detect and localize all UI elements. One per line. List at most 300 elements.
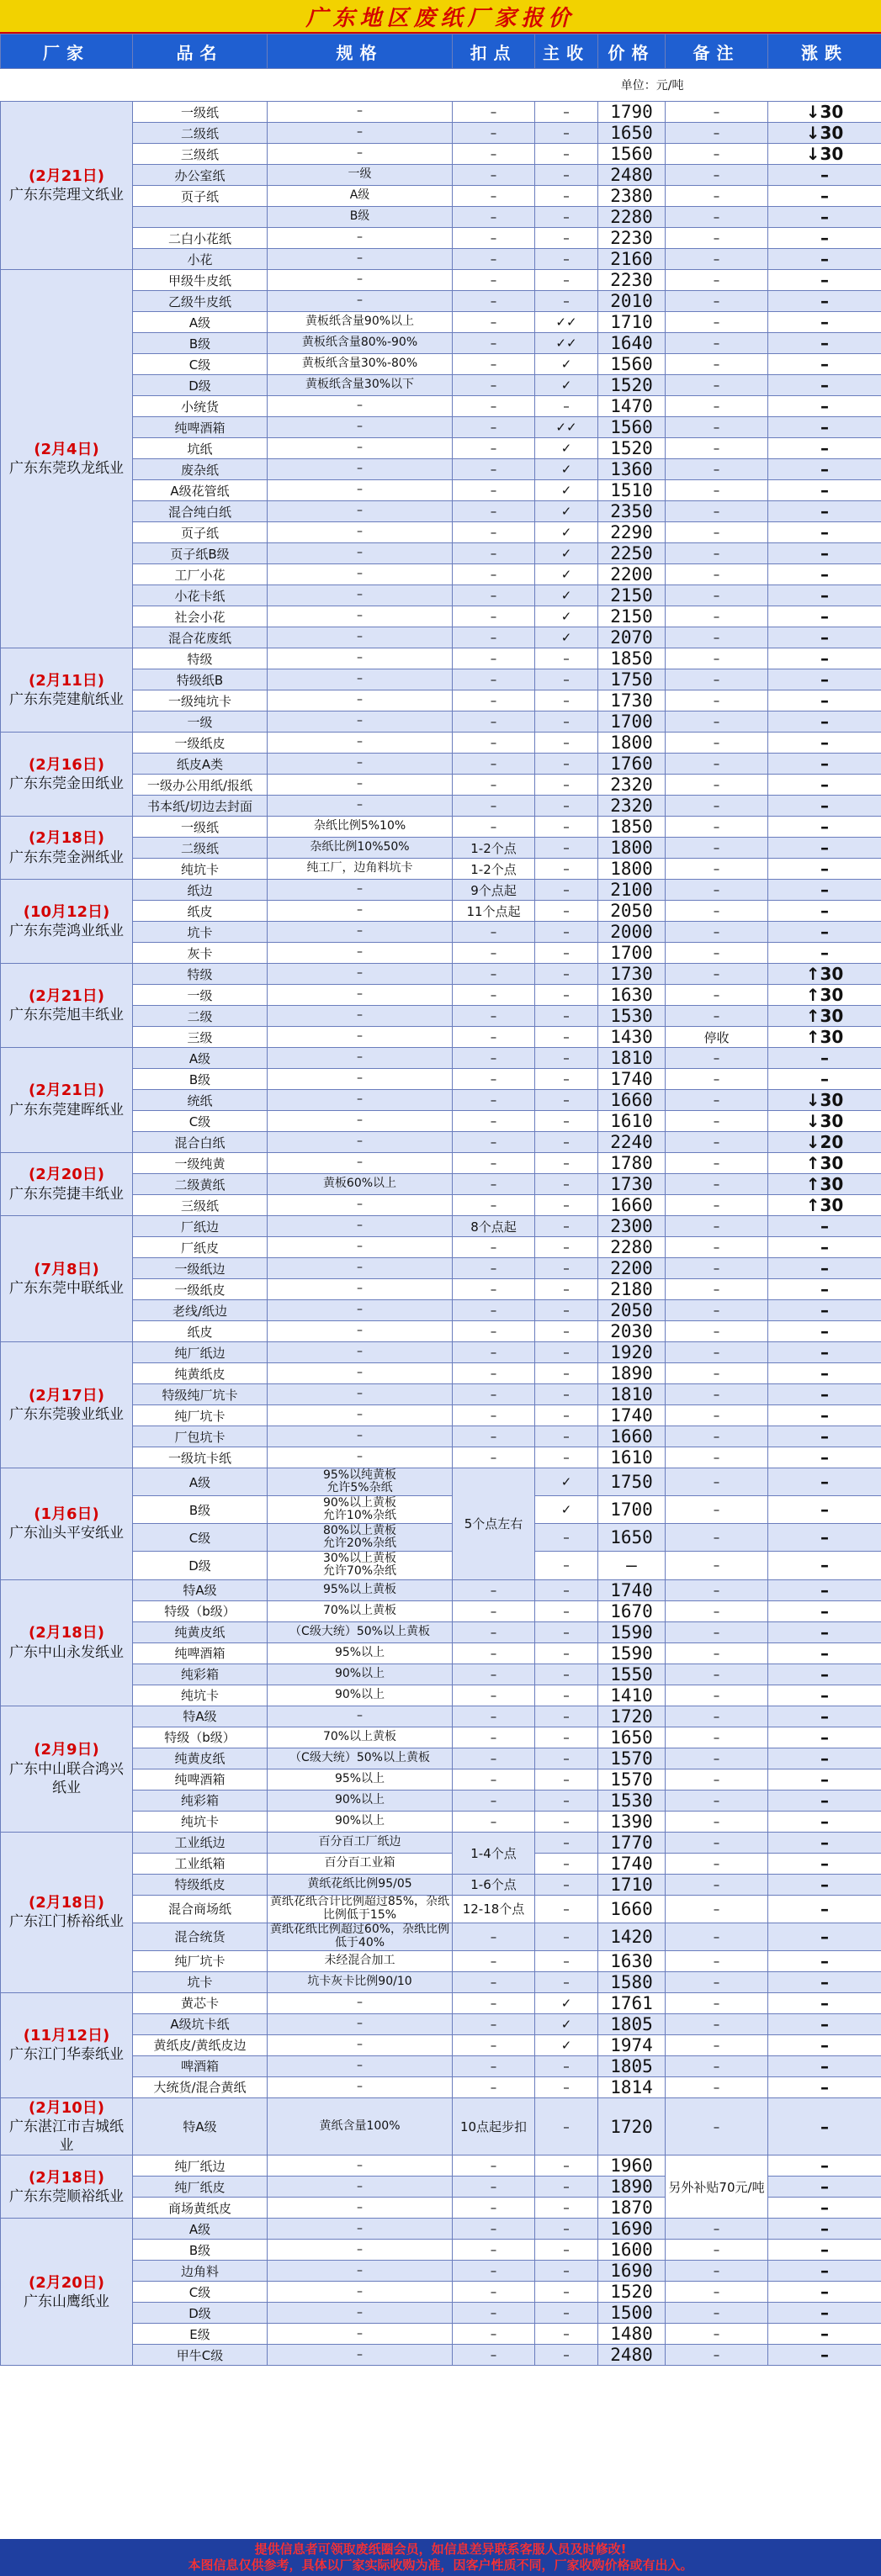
deduction-cell: –	[453, 711, 535, 733]
spec-cell: –	[268, 1090, 453, 1111]
table-row	[1, 1895, 881, 1923]
price-cell: –	[598, 1552, 666, 1579]
factory-name: 广东东莞金洲纸业	[9, 849, 124, 866]
main-purchase-cell: –	[535, 2345, 598, 2366]
deduction-cell: –	[453, 459, 535, 480]
spec-cell: 黄板60%以上	[268, 1174, 453, 1195]
price-cell: 1800	[598, 859, 666, 880]
product-cell: 混合纯白纸	[133, 501, 268, 522]
price-cell: 1720	[598, 1706, 666, 1727]
remark-cell: –	[666, 627, 768, 648]
price-cell: 1700	[598, 711, 666, 733]
spec-cell: 纯工厂，边角料坑卡	[268, 859, 453, 880]
table-row	[1, 501, 881, 522]
table-row	[1, 1237, 881, 1258]
remark-cell: –	[666, 417, 768, 438]
main-purchase-cell: –	[535, 291, 598, 312]
change-cell: –	[768, 186, 881, 207]
deduction-cell: –	[453, 733, 535, 754]
factory-date: (2月21日)	[28, 1082, 105, 1100]
change-cell: –	[768, 417, 881, 438]
remark-cell: –	[666, 1769, 768, 1790]
factory-cell	[1, 733, 133, 817]
factory-date: (2月17日)	[28, 1386, 105, 1404]
remark-cell: –	[666, 754, 768, 775]
product-cell: 三级纸	[133, 1195, 268, 1216]
price-cell: 1740	[598, 1069, 666, 1090]
product-cell: 小花	[133, 249, 268, 270]
spec-cell: –	[268, 1195, 453, 1216]
change-cell: –	[768, 1642, 881, 1664]
remark-cell: –	[666, 2219, 768, 2240]
main-purchase-cell: –	[535, 1090, 598, 1111]
product-cell: 一级纸边	[133, 1258, 268, 1279]
remark-cell: –	[666, 985, 768, 1006]
main-purchase-cell: –	[535, 1790, 598, 1811]
deduction-cell: –	[453, 1992, 535, 2013]
table-row	[1, 102, 881, 123]
change-cell: –	[768, 543, 881, 564]
deduction-cell: –	[453, 922, 535, 943]
table-row	[1, 2076, 881, 2097]
remark-cell: –	[666, 711, 768, 733]
factory-name: 广东东莞顺裕纸业	[9, 2188, 124, 2206]
factory-date: (2月18日)	[28, 829, 105, 848]
product-cell: 厂纸边	[133, 1216, 268, 1237]
main-purchase-cell: –	[535, 2097, 598, 2155]
price-cell: 1890	[598, 1363, 666, 1384]
price-cell: 2240	[598, 1132, 666, 1153]
change-cell: –	[768, 922, 881, 943]
table-row	[1, 733, 881, 754]
factory-date: (2月18日)	[28, 1624, 105, 1642]
table-row	[1, 1811, 881, 1832]
price-table-body	[1, 102, 881, 2366]
main-purchase-cell: –	[535, 1811, 598, 1832]
price-cell: 2100	[598, 880, 666, 901]
deduction-cell: –	[453, 1132, 535, 1153]
change-cell: –	[768, 480, 881, 501]
product-cell: 三级纸	[133, 144, 268, 165]
spec-cell: –	[268, 2198, 453, 2219]
spec-cell: –	[268, 1216, 453, 1237]
price-cell: 1660	[598, 1426, 666, 1447]
spec-cell: 一级	[268, 165, 453, 186]
spec-cell: –	[268, 2240, 453, 2261]
change-cell: –	[768, 354, 881, 375]
change-cell: –	[768, 754, 881, 775]
spec-cell: –	[268, 1300, 453, 1321]
table-row	[1, 1363, 881, 1384]
main-purchase-cell: –	[535, 1237, 598, 1258]
price-cell: 2320	[598, 775, 666, 796]
product-cell: 黄纸皮/黄纸皮边	[133, 2034, 268, 2055]
spec-cell: –	[268, 690, 453, 711]
header-deduction: 扣点	[453, 34, 535, 69]
table-row	[1, 207, 881, 228]
remark-cell: –	[666, 2282, 768, 2303]
main-purchase-cell: –	[535, 1923, 598, 1950]
factory-date: (2月18日)	[28, 1893, 105, 1912]
deduction-cell: –	[453, 249, 535, 270]
product-cell: 纯彩箱	[133, 1790, 268, 1811]
footer-notice	[0, 2539, 881, 2576]
factory-name: 广东东莞骏业纸业	[9, 1406, 124, 1424]
change-cell: –	[768, 2219, 881, 2240]
deduction-cell: –	[453, 543, 535, 564]
table-row	[1, 123, 881, 144]
price-cell: 1960	[598, 2155, 666, 2177]
factory-name: 广东山鹰纸业	[24, 2293, 109, 2311]
change-cell: –	[768, 207, 881, 228]
spec-cell: –	[268, 1132, 453, 1153]
main-purchase-cell: –	[535, 943, 598, 964]
spec-cell: –	[268, 144, 453, 165]
change-cell: –	[768, 165, 881, 186]
product-cell	[133, 207, 268, 228]
price-cell: 1520	[598, 2282, 666, 2303]
remark-cell: –	[666, 1195, 768, 1216]
change-cell: –	[768, 1363, 881, 1384]
product-cell: 特级纸B	[133, 669, 268, 690]
remark-cell: –	[666, 1468, 768, 1496]
deduction-cell: –	[453, 2261, 535, 2282]
table-row	[1, 922, 881, 943]
product-cell: 页子纸B级	[133, 543, 268, 564]
price-table	[0, 34, 881, 2366]
table-row	[1, 375, 881, 396]
product-cell: 一级纸皮	[133, 1279, 268, 1300]
spec-cell: –	[268, 2303, 453, 2324]
spec-cell: –	[268, 1048, 453, 1069]
remark-cell: –	[666, 1552, 768, 1579]
spec-cell: 坑卡灰卡比例90/10	[268, 1971, 453, 1992]
title-banner	[0, 0, 881, 34]
main-purchase-cell: –	[535, 2076, 598, 2097]
change-cell: –	[768, 2076, 881, 2097]
main-purchase-cell: ✓	[535, 522, 598, 543]
price-cell: 1590	[598, 1642, 666, 1664]
price-cell: 1610	[598, 1111, 666, 1132]
main-purchase-cell: –	[535, 1384, 598, 1405]
price-cell: 2480	[598, 165, 666, 186]
change-cell: –	[768, 1790, 881, 1811]
change-cell: –	[768, 438, 881, 459]
price-cell: 1690	[598, 2219, 666, 2240]
table-row	[1, 1174, 881, 1195]
main-purchase-cell: ✓	[535, 375, 598, 396]
factory-cell	[1, 1992, 133, 2097]
deduction-cell: 5个点左右	[453, 1468, 535, 1580]
deduction-cell: –	[453, 796, 535, 817]
main-purchase-cell: –	[535, 2177, 598, 2198]
product-cell: 特级纸皮	[133, 1874, 268, 1895]
change-cell: –	[768, 606, 881, 627]
spec-cell: –	[268, 922, 453, 943]
remark-cell: –	[666, 2034, 768, 2055]
change-cell: –	[768, 396, 881, 417]
price-cell: 1700	[598, 1496, 666, 1524]
price-cell: 1920	[598, 1342, 666, 1363]
main-purchase-cell: ✓	[535, 1496, 598, 1524]
product-cell: A级	[133, 2219, 268, 2240]
factory-cell	[1, 1706, 133, 1832]
spec-cell: B级	[268, 207, 453, 228]
table-row	[1, 1195, 881, 1216]
price-cell: 1660	[598, 1895, 666, 1923]
table-row	[1, 1111, 881, 1132]
remark-cell: –	[666, 1300, 768, 1321]
factory-date: (2月18日)	[28, 2168, 105, 2187]
main-purchase-cell: –	[535, 775, 598, 796]
change-cell: –	[768, 1579, 881, 1600]
table-row	[1, 1524, 881, 1552]
remark-cell: –	[666, 1216, 768, 1237]
spec-cell: –	[268, 543, 453, 564]
main-purchase-cell: –	[535, 1279, 598, 1300]
spec-cell: –	[268, 901, 453, 922]
main-purchase-cell: –	[535, 1706, 598, 1727]
product-cell: B级	[133, 1069, 268, 1090]
spec-cell: –	[268, 1426, 453, 1447]
deduction-cell: –	[453, 1006, 535, 1027]
product-cell: 一级办公用纸/报纸	[133, 775, 268, 796]
spec-cell: –	[268, 501, 453, 522]
remark-cell: –	[666, 291, 768, 312]
deduction-cell: –	[453, 501, 535, 522]
product-cell: C级	[133, 2282, 268, 2303]
table-row	[1, 669, 881, 690]
deduction-cell: –	[453, 102, 535, 123]
main-purchase-cell: –	[535, 1174, 598, 1195]
spec-cell: 未经混合加工	[268, 1950, 453, 1971]
table-row	[1, 1600, 881, 1621]
main-purchase-cell: –	[535, 2240, 598, 2261]
remark-cell: –	[666, 1048, 768, 1069]
product-cell: 边角料	[133, 2261, 268, 2282]
change-cell: –	[768, 2240, 881, 2261]
factory-cell	[1, 270, 133, 648]
factory-cell	[1, 817, 133, 880]
table-row	[1, 1405, 881, 1426]
product-cell: C级	[133, 1524, 268, 1552]
main-purchase-cell: ✓	[535, 438, 598, 459]
deduction-cell: 9个点起	[453, 880, 535, 901]
product-cell: 一级纯坑卡	[133, 690, 268, 711]
deduction-cell: 12-18个点	[453, 1895, 535, 1923]
price-cell: 1470	[598, 396, 666, 417]
change-cell: –	[768, 2345, 881, 2366]
product-cell: 一级	[133, 711, 268, 733]
product-cell: 纯厂纸皮	[133, 2177, 268, 2198]
table-row	[1, 1090, 881, 1111]
main-purchase-cell: –	[535, 922, 598, 943]
change-cell: –	[768, 1706, 881, 1727]
factory-date: (2月10日)	[28, 2098, 105, 2117]
table-row	[1, 2219, 881, 2240]
deduction-cell: –	[453, 1971, 535, 1992]
price-cell: 1710	[598, 1874, 666, 1895]
price-cell: 2180	[598, 1279, 666, 1300]
spec-cell: –	[268, 522, 453, 543]
deduction-cell: –	[453, 1405, 535, 1426]
table-row	[1, 880, 881, 901]
main-purchase-cell: ✓	[535, 1992, 598, 2013]
product-cell: 一级坑卡纸	[133, 1447, 268, 1468]
table-row	[1, 1992, 881, 2013]
deduction-cell: –	[453, 2198, 535, 2219]
change-cell: –	[768, 1342, 881, 1363]
deduction-cell: –	[453, 2219, 535, 2240]
table-row	[1, 1971, 881, 1992]
factory-name: 广东东莞建航纸业	[9, 691, 124, 709]
change-cell: –	[768, 2198, 881, 2219]
table-row	[1, 985, 881, 1006]
table-row	[1, 859, 881, 880]
main-purchase-cell: –	[535, 1258, 598, 1279]
spec-cell: –	[268, 249, 453, 270]
spec-cell: –	[268, 943, 453, 964]
change-cell: –	[768, 1496, 881, 1524]
remark-cell: 停收	[666, 1027, 768, 1048]
spec-cell: –	[268, 2155, 453, 2177]
change-cell: ↑30	[768, 985, 881, 1006]
change-cell: –	[768, 2324, 881, 2345]
change-cell: –	[768, 775, 881, 796]
factory-date: (2月20日)	[28, 1166, 105, 1184]
table-row	[1, 1923, 881, 1950]
spec-cell: 90%以上	[268, 1790, 453, 1811]
remark-cell: –	[666, 186, 768, 207]
product-cell: 纯厂纸边	[133, 2155, 268, 2177]
change-cell: –	[768, 901, 881, 922]
main-purchase-cell: ✓	[535, 564, 598, 585]
deduction-cell: –	[453, 270, 535, 291]
price-cell: 2070	[598, 627, 666, 648]
main-purchase-cell: –	[535, 1300, 598, 1321]
table-row	[1, 1727, 881, 1748]
deduction-cell: –	[453, 1685, 535, 1706]
remark-cell: –	[666, 543, 768, 564]
product-cell: 混合商场纸	[133, 1895, 268, 1923]
spec-cell: –	[268, 1706, 453, 1727]
table-row	[1, 144, 881, 165]
change-cell: ↓30	[768, 102, 881, 123]
main-purchase-cell: –	[535, 1874, 598, 1895]
table-row	[1, 2055, 881, 2076]
deduction-cell: 1-2个点	[453, 838, 535, 859]
change-cell: ↑30	[768, 1195, 881, 1216]
deduction-cell: –	[453, 1950, 535, 1971]
price-cell: 2280	[598, 207, 666, 228]
deduction-cell: –	[453, 396, 535, 417]
change-cell: –	[768, 1621, 881, 1642]
main-purchase-cell: –	[535, 1853, 598, 1874]
change-cell: –	[768, 2282, 881, 2303]
product-cell: 页子纸	[133, 522, 268, 543]
remark-cell: –	[666, 1524, 768, 1552]
spec-cell: –	[268, 396, 453, 417]
deduction-cell: –	[453, 165, 535, 186]
spec-cell: –	[268, 669, 453, 690]
header-price: 价格	[598, 34, 666, 69]
product-cell: D级	[133, 2303, 268, 2324]
change-cell: –	[768, 2055, 881, 2076]
main-purchase-cell: –	[535, 1342, 598, 1363]
product-cell: 老线/纸边	[133, 1300, 268, 1321]
main-purchase-cell: –	[535, 2303, 598, 2324]
table-row	[1, 2261, 881, 2282]
table-row	[1, 1853, 881, 1874]
deduction-cell: –	[453, 1363, 535, 1384]
change-cell: –	[768, 711, 881, 733]
change-cell: –	[768, 375, 881, 396]
deduction-cell: –	[453, 817, 535, 838]
remark-cell: –	[666, 1321, 768, 1342]
main-purchase-cell: –	[535, 1579, 598, 1600]
deduction-cell: –	[453, 228, 535, 249]
main-purchase-cell: –	[535, 228, 598, 249]
deduction-cell: 11个点起	[453, 901, 535, 922]
product-cell: 坑卡	[133, 922, 268, 943]
factory-date: (1月6日)	[34, 1505, 99, 1524]
main-purchase-cell: –	[535, 249, 598, 270]
price-cell: 2160	[598, 249, 666, 270]
deduction-cell: –	[453, 1748, 535, 1769]
remark-cell: –	[666, 1790, 768, 1811]
main-purchase-cell: –	[535, 1426, 598, 1447]
price-cell: 1650	[598, 1524, 666, 1552]
price-cell: 1890	[598, 2177, 666, 2198]
table-row	[1, 775, 881, 796]
spec-cell: –	[268, 438, 453, 459]
price-cell: 1560	[598, 144, 666, 165]
remark-cell: –	[666, 1426, 768, 1447]
main-purchase-cell: –	[535, 859, 598, 880]
price-cell: 1814	[598, 2076, 666, 2097]
table-row	[1, 1132, 881, 1153]
product-cell: A级坑卡纸	[133, 2013, 268, 2034]
price-cell: 1740	[598, 1579, 666, 1600]
main-purchase-cell: –	[535, 985, 598, 1006]
remark-cell: –	[666, 2013, 768, 2034]
deduction-cell: –	[453, 2013, 535, 2034]
spec-cell: –	[268, 417, 453, 438]
header-product: 品名	[133, 34, 268, 69]
factory-name: 广东东莞理文纸业	[9, 187, 124, 204]
main-purchase-cell: –	[535, 1153, 598, 1174]
table-row	[1, 1300, 881, 1321]
remark-cell: –	[666, 733, 768, 754]
remark-cell: –	[666, 1132, 768, 1153]
table-row	[1, 1258, 881, 1279]
spec-cell: –	[268, 1405, 453, 1426]
factory-date: (2月16日)	[28, 755, 105, 774]
price-cell: 1790	[598, 102, 666, 123]
price-cell: 1590	[598, 1621, 666, 1642]
change-cell: –	[768, 1237, 881, 1258]
change-cell: ↓30	[768, 1111, 881, 1132]
change-cell: –	[768, 880, 881, 901]
product-cell: 啤酒箱	[133, 2055, 268, 2076]
main-purchase-cell: –	[535, 144, 598, 165]
table-row	[1, 606, 881, 627]
table-row	[1, 1321, 881, 1342]
spec-cell: –	[268, 585, 453, 606]
remark-cell: –	[666, 354, 768, 375]
remark-cell: –	[666, 2055, 768, 2076]
deduction-cell: –	[453, 1153, 535, 1174]
